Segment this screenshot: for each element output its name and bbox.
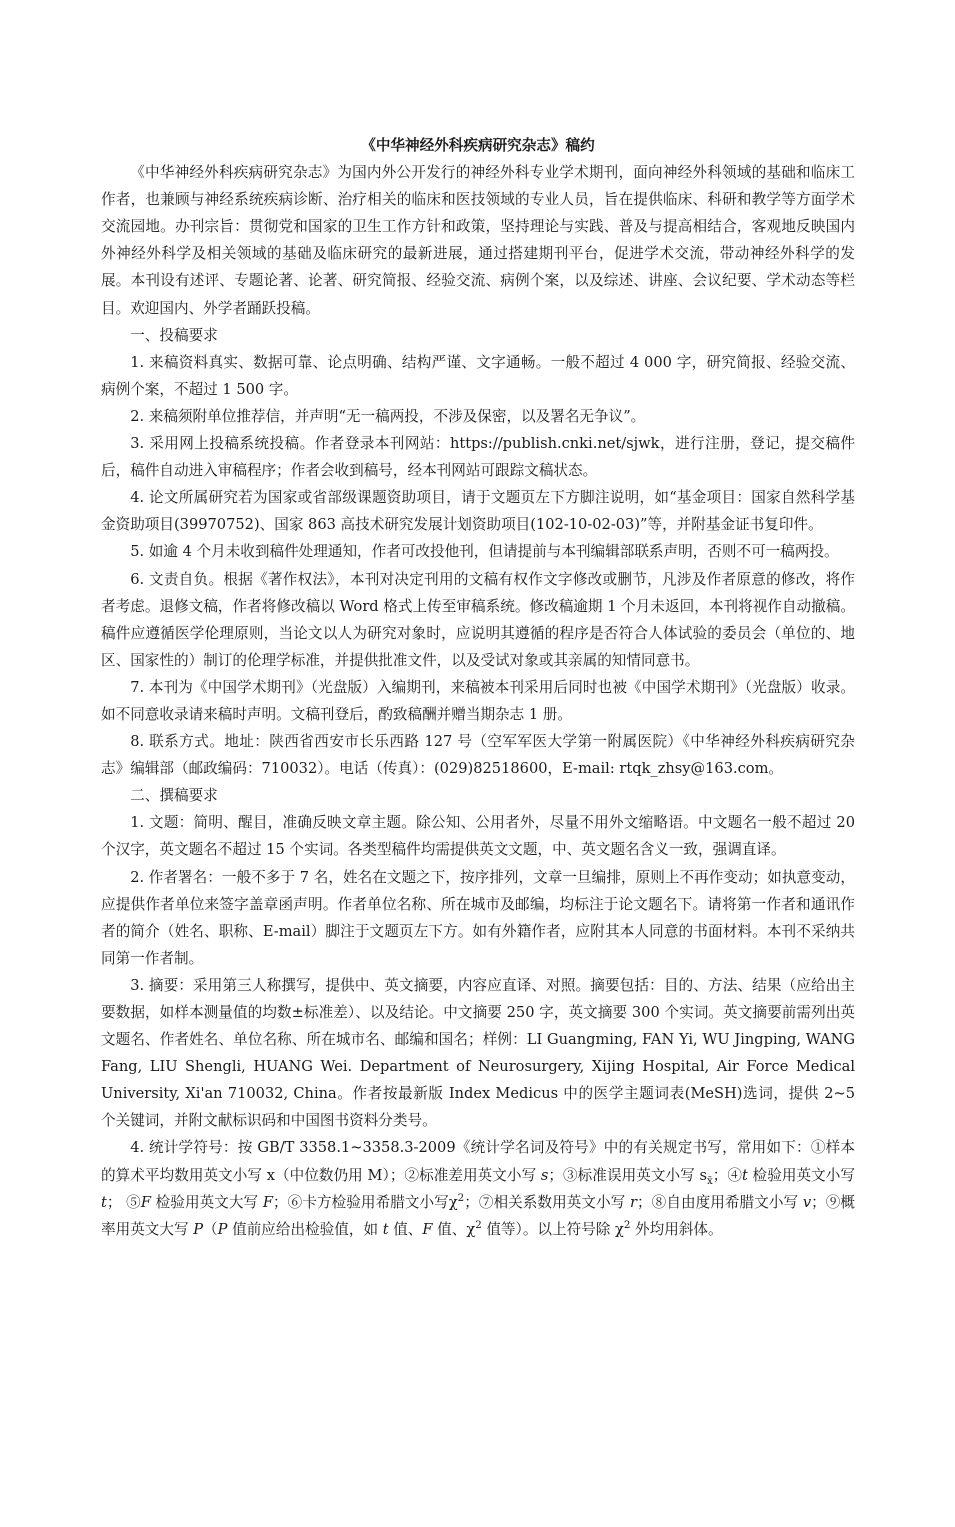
text-segment: 检验用英文小写 (747, 1166, 855, 1184)
text-segment: 值、 (388, 1220, 423, 1238)
superscript-2: 2 (623, 1219, 631, 1231)
symbol-P: P (217, 1220, 228, 1238)
symbol-P: P (193, 1220, 204, 1238)
text-segment: （ (203, 1220, 218, 1238)
symbol-subscript-x: x̄ (706, 1175, 713, 1187)
writing-item-4 (101, 1134, 855, 1242)
section-heading-submission: 一、投稿要求 (130, 326, 218, 344)
symbol-t: t (382, 1220, 389, 1238)
symbol-v: v (802, 1193, 812, 1211)
document-page (101, 132, 855, 1243)
submission-item-3: 3. 采用网上投稿系统投稿。作者登录本刊网站：https://publish.cnki.net/sjwk，进行注册，登记，提交稿件后，稿件自动进入审稿程序；作者会收到稿号，经本刊网站可跟踪文稿状态。 (101, 435, 855, 480)
intro-paragraph: 《中华神经外科疾病研究杂志》为国内外公开发行的神经外科专业学术期刊，面向神经外科领域的基础和临床工作者，也兼顾与神经系统疾病诊断、治疗相关的临床和医技领域的专业人员，旨在提供临床、科研和教学等方面学术交流园地。办刊宗旨：贯彻党和国家的卫生工作方针和政策，坚持理论与实践、普及与提高相结合，客观地反映国内外神经外科学及相关领域的基础及临床研究的最新进展，通过搭建期刊平台，促进学术交流，带动神经外科学的发展。本刊设有述评、专题论著、论著、研究简报、经验交流、病例个案，以及综述、讲座、会议纪要、学术动态等栏目。欢迎国内、外学者踊跃投稿。 (101, 164, 855, 317)
submission-item-5: 5. 如逾 4 个月未收到稿件处理通知，作者可改投他刊，但请提前与本刊编辑部联系声明，否则不可一稿两投。 (130, 543, 839, 561)
text-segment: 4. 统计学符号：按 GB/T 3358.1~3358.3-2009《统计学名词及符号》中的有关规定书写，常用如下：①样本的算术平均数用英文小写 x（中位数仍用 M）；②标准差用英文小写 (101, 1139, 855, 1184)
text-segment: 值等）。以上符号除 χ (481, 1220, 624, 1238)
text-segment: 检验用英文大写 (150, 1193, 263, 1211)
section-heading-writing: 二、撰稿要求 (130, 787, 218, 805)
text-segment: ；⑥卡方检验用希腊文小写χ (273, 1193, 458, 1211)
writing-item-3: 3. 摘要：采用第三人称撰写，提供中、英文摘要，内容应直译、对照。摘要包括：目的、方法、结果（应给出主要数据，如样本测量值的均数±标准差）、以及结论。中文摘要 250 字，英文摘要 300 个实词。英文摘要前需列出英文题名、作者姓名、单位名称、所在城市名、邮编和国名；样例：LI Guangming, FAN Yi, WU Jingping, WANG Fang, LIU Shengli, HUANG Wei. Department of Neurosurgery, Xijing Hospital, Air Force Medical University, Xi'an 710032, China。作者按最新版 Index Medicus 中的医学主题词表(MeSH)选词，提供 2~5 个关键词，并附文献标识码和中国图书资料分类号。 (101, 976, 855, 1130)
text-segment: 值前应给出检验值，如 (227, 1220, 383, 1238)
text-segment: ；⑦相关系数用英文小写 (464, 1193, 631, 1211)
symbol-t: t (742, 1166, 748, 1184)
writing-item-2: 2. 作者署名：一般不多于 7 名，姓名在文题之下，按序排列，文章一旦编排，原则上不再作变动；如执意变动，应提供作者单位来签字盖章函声明。作者单位名称、所在城市及邮编，均标注于论文题名下。请将第一作者和通讯作者的简介（姓名、职称、E-mail）脚注于文题页左下方。如有外籍作者，应附其本人同意的书面材料。本刊不采纳共同第一作者制。 (101, 868, 855, 967)
symbol-s: s (540, 1166, 549, 1184)
text-segment: ；⑨概率用英文大写 (101, 1193, 856, 1238)
submission-item-1: 1. 来稿资料真实、数据可靠、论点明确、结构严谨、文字通畅。一般不超过 4 000 字，研究简报、经验交流、病例个案，不超过 1 500 字。 (101, 353, 855, 398)
superscript-2: 2 (475, 1219, 482, 1231)
submission-item-4: 4. 论文所属研究若为国家或省部级课题资助项目，请于文题页左下方脚注说明，如“基金项目：国家自然科学基金资助项目(39970752)、国家 863 高技术研究发展计划资助项目(102-10-02-03)”等，并附基金证书复印件。 (101, 489, 855, 534)
symbol-F: F (262, 1193, 274, 1211)
symbol-F: F (422, 1220, 433, 1238)
text-segment: 外均用斜体。 (630, 1220, 723, 1238)
superscript-2: 2 (457, 1192, 465, 1204)
submission-item-2: 2. 来稿须附单位推荐信，并声明“无一稿两投，不涉及保密，以及署名无争议”。 (130, 407, 646, 425)
text-segment: 值、χ (432, 1220, 476, 1238)
text-segment: ；③标准误用英文小写 s (548, 1166, 707, 1184)
text-segment: ；④ (712, 1166, 742, 1184)
writing-item-1: 1. 文题：简明、醒目，准确反映文章主题。除公知、公用者外，尽量不用外文缩略语。中文题名一般不超过 20 个汉字，英文题名不超过 15 个实词。各类型稿件均需提供英文文题，中、英文题名含义一致，强调直译。 (101, 814, 855, 859)
page-title: 《中华神经外科疾病研究杂志》稿约 (361, 137, 595, 154)
text-segment: ；⑧自由度用希腊文小写 (637, 1193, 803, 1211)
symbol-r: r (630, 1193, 638, 1211)
submission-item-7: 7. 本刊为《中国学术期刊》（光盘版）入编期刊，来稿被本刊采用后同时也被《中国学术期刊》（光盘版）收录。如不同意收录请来稿时声明。文稿刊登后，酌致稿酬并赠当期杂志 1 册。 (101, 678, 855, 723)
symbol-t: t (101, 1193, 107, 1211)
submission-item-8: 8. 联系方式。地址：陕西省西安市长乐西路 127 号（空军军医大学第一附属医院）《中华神经外科疾病研究杂志》编辑部（邮政编码：710032）。电话（传真）：(029)82518600，E-mail: rtqk_zhsy@163.com。 (101, 733, 855, 778)
submission-item-6: 6. 文责自负。根据《著作权法》，本刊对决定刊用的文稿有权作文字修改或删节，凡涉及作者原意的修改，将作者考虑。退修文稿，作者将修改稿以 Word 格式上传至审稿系统。修改稿逾期 1 个月未返回，本刊将视作自动撤稿。稿件应遵循医学伦理原则，当论文以人为研究对象时，应说明其遵循的程序是否符合人体试验的委员会（单位的、地区、国家性的）制订的伦理学标准，并提供批准文件，以及受试对象或其亲属的知情同意书。 (101, 570, 855, 669)
text-segment: ； ⑤ (106, 1193, 141, 1211)
symbol-F: F (140, 1193, 151, 1211)
